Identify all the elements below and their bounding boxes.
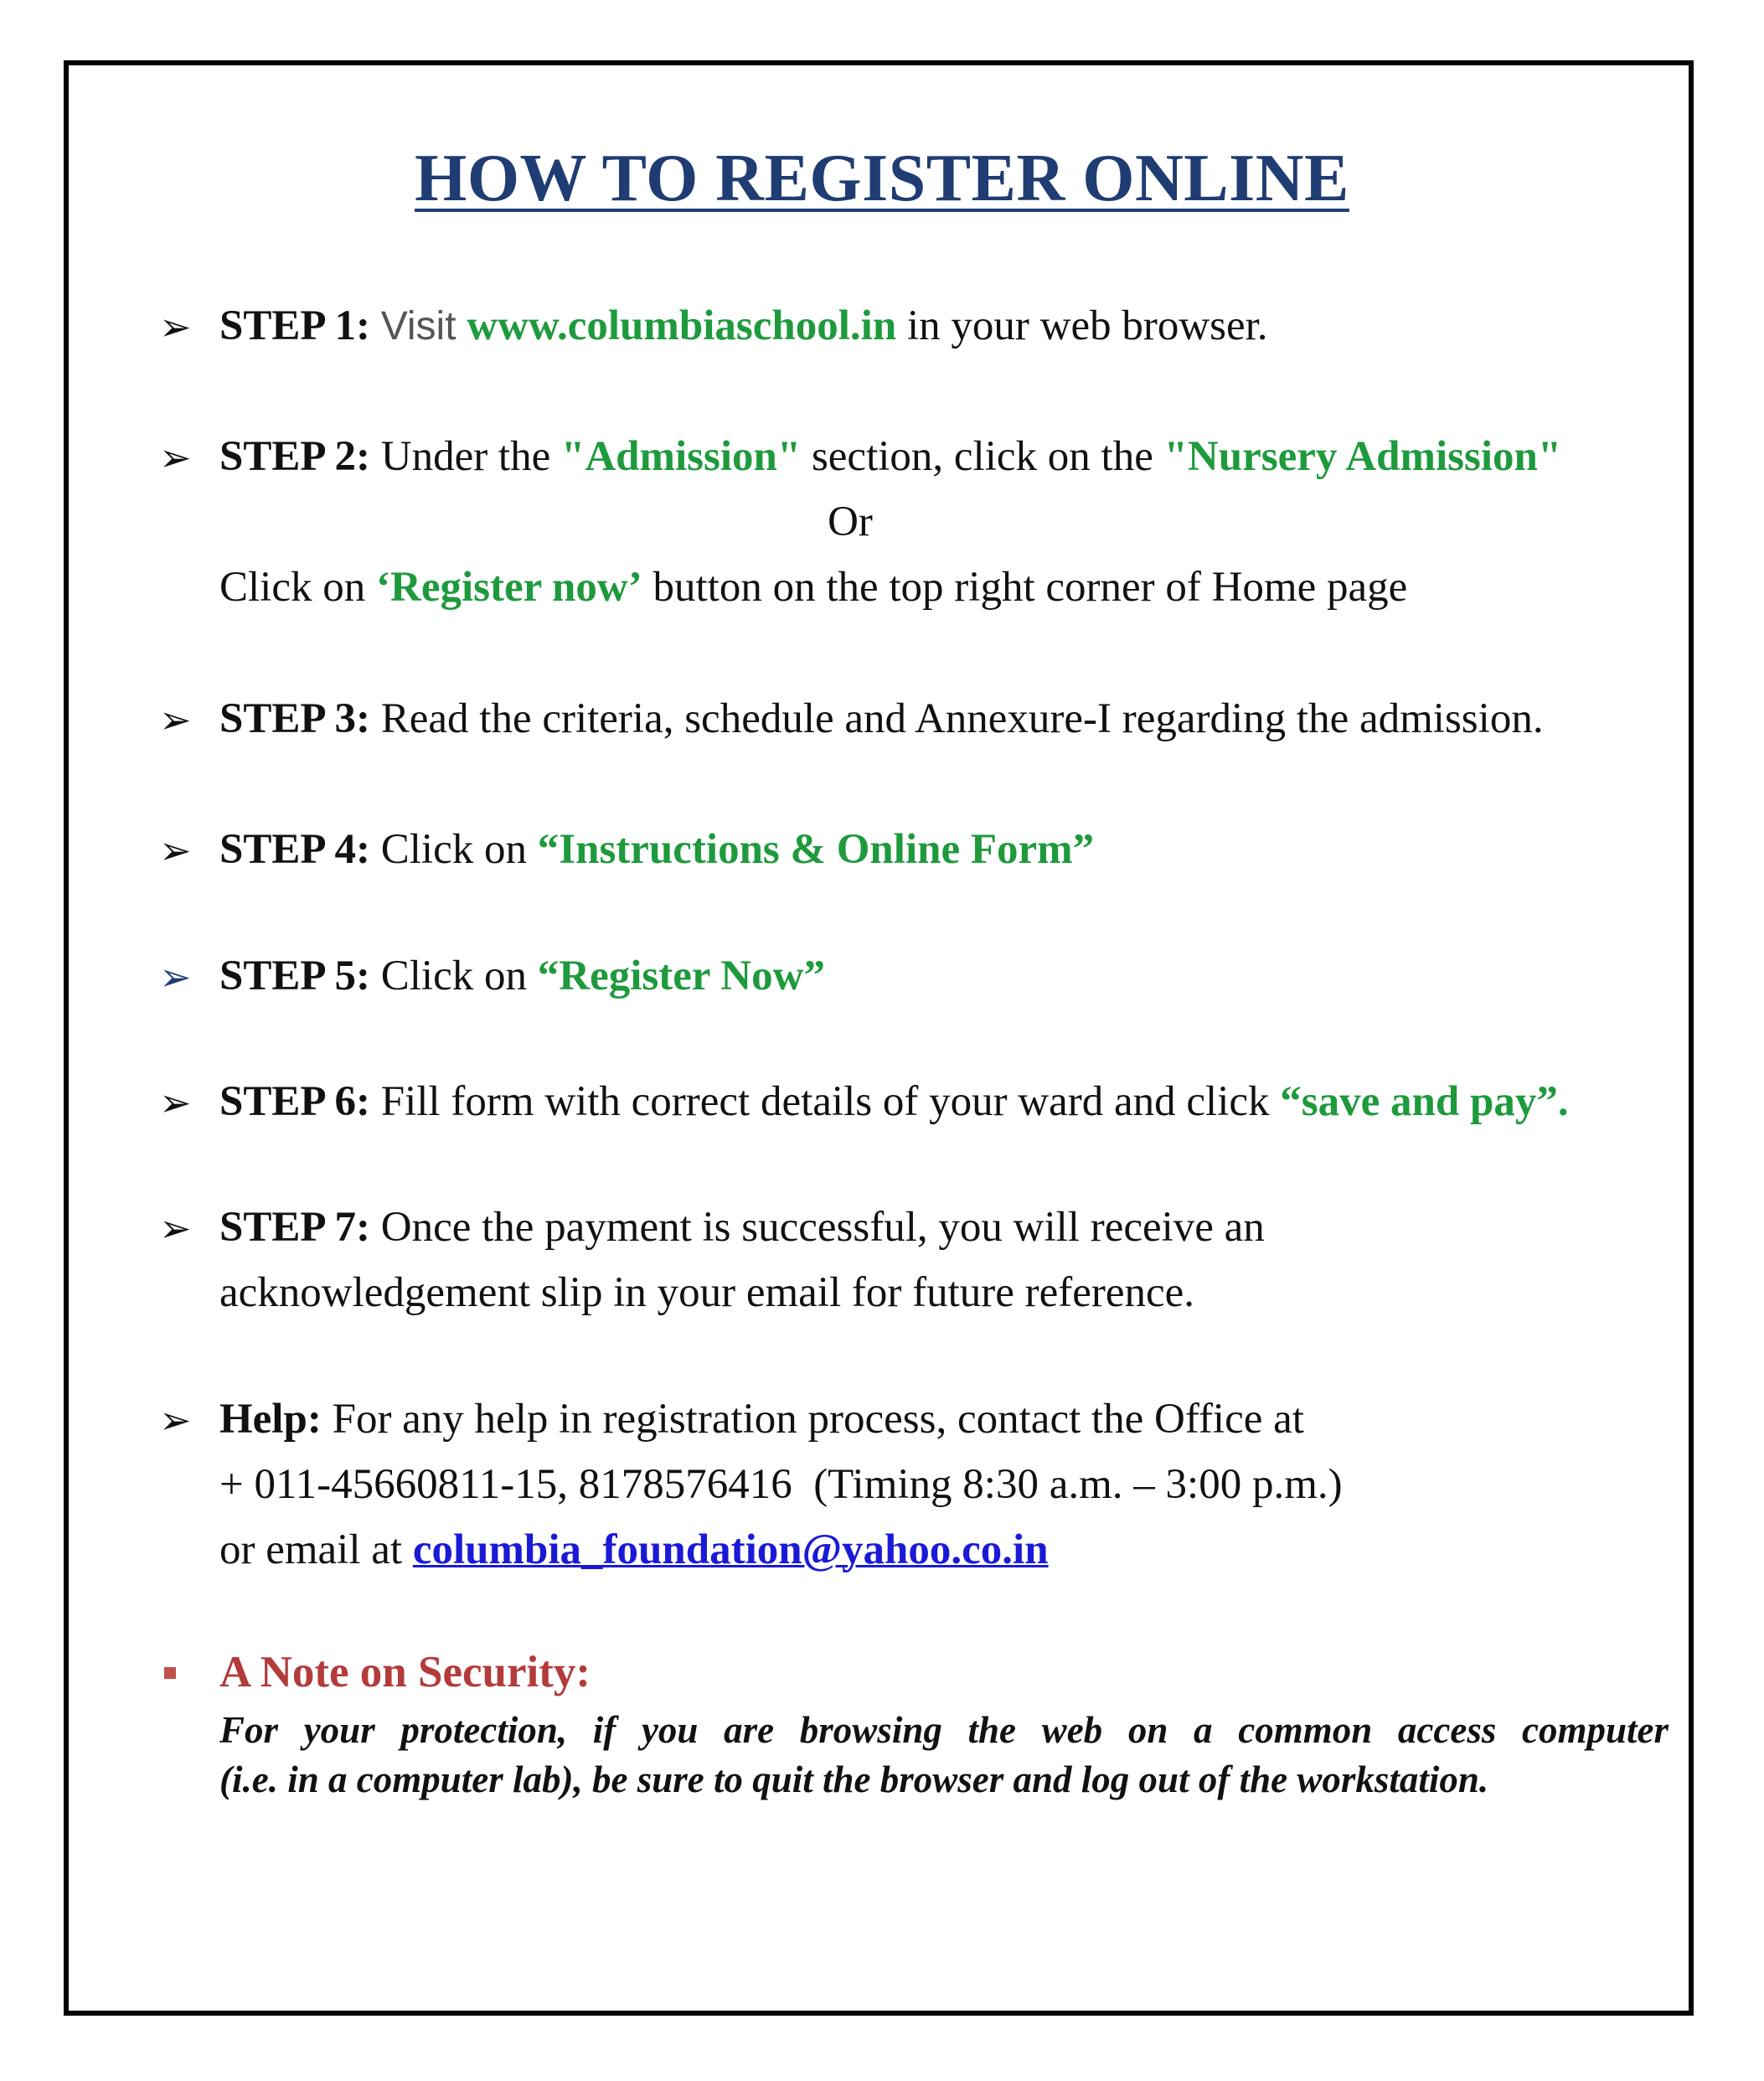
step-7-line-2: acknowledgement slip in your email for future reference. — [219, 1269, 1195, 1316]
help-contact — [219, 1461, 1343, 1508]
arrow-bullet-icon: ➢ — [159, 436, 192, 479]
save-and-pay-label: “save and pay”. — [1280, 1078, 1569, 1125]
step-3-text: Read the criteria, schedule and Annexure-I regarding the admission. — [369, 695, 1544, 742]
nursery-admission-label: "Nursery Admission" — [1163, 433, 1562, 480]
admission-section-label: "Admission" — [561, 433, 802, 480]
step-3 — [219, 695, 1544, 742]
step-2-or: Or — [828, 498, 873, 545]
step-6-text: Fill form with correct details of your ward and click — [369, 1078, 1281, 1125]
register-now-button-label: “Register Now” — [537, 953, 825, 999]
step-2-line-2-pre: Click on — [219, 564, 376, 611]
arrow-bullet-icon: ➢ — [159, 699, 192, 741]
arrow-bullet-icon: ➢ — [159, 1207, 192, 1250]
step-1-label: STEP 1: — [219, 302, 370, 349]
arrow-bullet-icon: ➢ — [159, 956, 192, 999]
step-1 — [219, 302, 1268, 349]
step-7-text-1: Once the payment is successful, you will receive an — [369, 1204, 1265, 1251]
step-1-visit: Visit — [380, 304, 456, 349]
page-title: HOW TO REGISTER ONLINE — [415, 142, 1349, 215]
step-2 — [219, 433, 1562, 480]
help-email-link[interactable]: columbia_foundation@yahoo.co.in — [412, 1526, 1049, 1573]
step-2-line-2 — [219, 566, 1407, 609]
help-phones: + 011-45660811-15, 8178576416 — [219, 1461, 792, 1508]
arrow-bullet-icon: ➢ — [159, 829, 192, 872]
step-2-text-b: section, click on the — [801, 433, 1164, 480]
step-7 — [219, 1206, 1265, 1249]
step-6-label: STEP 6: — [219, 1078, 370, 1125]
step-3-label: STEP 3: — [219, 695, 370, 742]
arrow-bullet-icon: ➢ — [159, 1399, 192, 1442]
step-5-label: STEP 5: — [219, 953, 370, 999]
step-7-label: STEP 7: — [219, 1204, 370, 1251]
step-5-text: Click on — [369, 953, 538, 999]
help-email-pre: or email at — [219, 1526, 413, 1573]
school-website-link[interactable]: www.columbiaschool.in — [467, 302, 897, 349]
square-bullet-icon — [164, 1667, 176, 1679]
help-timing: (Timing 8:30 a.m. – 3:00 p.m.) — [792, 1461, 1343, 1508]
security-note-text — [219, 1706, 1669, 1805]
help — [219, 1398, 1304, 1441]
step-6 — [219, 1078, 1569, 1125]
help-label: Help: — [219, 1396, 322, 1443]
arrow-bullet-icon: ➢ — [159, 1082, 192, 1124]
step-4-label: STEP 4: — [219, 826, 370, 873]
instructions-online-form-label: “Instructions & Online Form” — [537, 826, 1095, 873]
step-1-text: in your web browser. — [896, 302, 1268, 349]
security-note-line-2: (i.e. in a computer lab), be sure to quit the browser and log out of the workstation. — [219, 1758, 1489, 1801]
step-2-label: STEP 2: — [219, 433, 370, 480]
step-5 — [219, 955, 825, 998]
register-now-label: ‘Register now’ — [376, 564, 642, 611]
help-email-line — [219, 1526, 1049, 1573]
step-2-text-a: Under the — [369, 433, 561, 480]
step-2-line-2-post: button on the top right corner of Home page — [642, 564, 1408, 611]
step-4-text: Click on — [369, 826, 538, 873]
step-4 — [219, 826, 1095, 873]
help-text: For any help in registration process, contact the Office at — [321, 1396, 1304, 1443]
security-note-title: A Note on Security: — [219, 1648, 591, 1696]
arrow-bullet-icon: ➢ — [159, 306, 192, 349]
security-note-line-1: For your protection, if you are browsing the web on a common access computer — [219, 1709, 1669, 1751]
